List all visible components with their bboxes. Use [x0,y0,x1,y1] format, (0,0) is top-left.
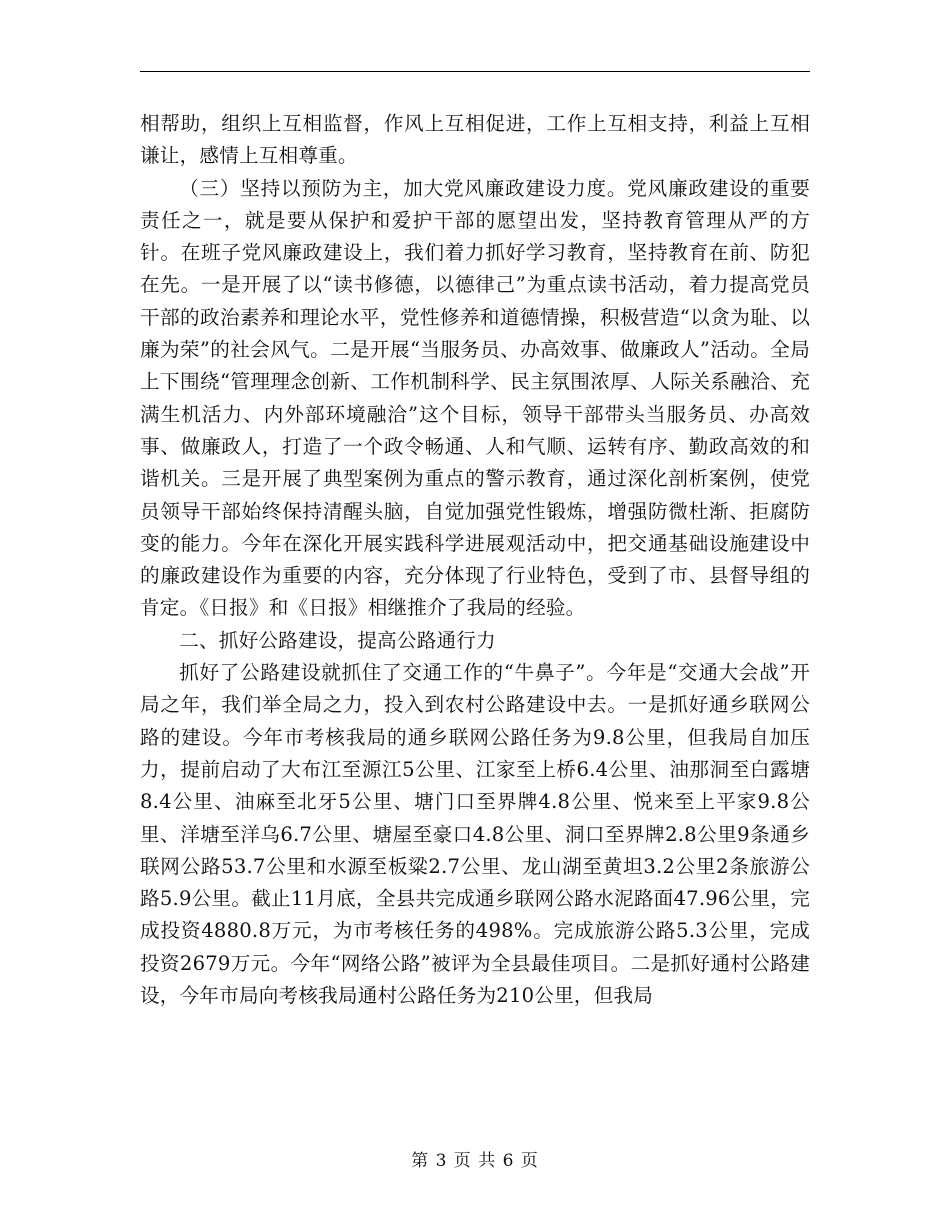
paragraph-anticorruption: （三）坚持以预防为主，加大党风廉政建设力度。党风廉政建设的重要责任之一，就是要从保护和爱护干部的愿望出发，坚持教育管理从严的方针。在班子党风廉政建设上，我们着力抓好学习教育，坚持教育在前、防犯在先。一是开展了以“读书修德，以德律己”为重点读书活动，着力提高党员干部的政治素养和理论水平，党性修养和道德情操，积极营造“以贪为耻、以廉为荣”的社会风气。二是开展“当服务员、办高效事、做廉政人”活动。全局上下围绕“管理理念创新、工作机制科学、民主氛围浓厚、人际关系融洽、充满生机活力、内外部环境融洽”这个目标，领导干部带头当服务员、办高效事、做廉政人，打造了一个政令畅通、人和气顺、运转有序、勤政高效的和谐机关。三是开展了典型案例为重点的警示教育，通过深化剖析案例，使党员领导干部始终保持清醒头脑，自觉加强党性锻炼，增强防微杜渐、拒腐防变的能力。今年在深化开展实践科学进展观活动中，把交通基础设施建设中的廉政建设作为重要的内容，充分体现了行业特色，受到了市、县督导组的肯定。《日报》和《日报》相继推介了我局的经验。 [140,176,810,620]
page-number-footer: 第 3 页 共 6 页 [411,1151,539,1171]
header-rule [140,71,810,72]
paragraph-road-construction: 抓好了公路建设就抓住了交通工作的“牛鼻子”。今年是“交通大会战”开局之年，我们举全局之力，投入到农村公路建设中去。一是抓好通乡联网公路的建设。今年市考核我局的通乡联网公路任务为9.8公里，但我局自加压力，提前启动了大布江至源江5公里、江家至上桥6.4公里、油那洞至白露塘8.4公里、油麻至北牙5公里、塘门口至界牌4.8公里、悦来至上平家9.8公里、洋塘至洋乌6.7公里、塘屋至豪口4.8公里、洞口至界牌2.8公里9条通乡联网公路53.7公里和水源至板粱2.7公里、龙山湖至黄坦3.2公里2条旅游公路5.9公里。截止11月底，全县共完成通乡联网公路水泥路面47.96公里，完成投资4880.8万元，为市考核任务的498%。完成旅游公路5.3公里，完成投资2679万元。今年“网络公路”被评为全县最佳项目。二是抓好通村公路建设，今年市局向考核我局通村公路任务为210公里，但我局 [140,661,810,1008]
body-text [140,108,810,1012]
paragraph-continuation: 相帮助，组织上互相监督，作风上互相促进，工作上互相支持，利益上互相谦让，感情上互相尊重。 [140,112,810,168]
section-heading: 二、抓好公路建设，提高公路通行力 [179,628,496,652]
